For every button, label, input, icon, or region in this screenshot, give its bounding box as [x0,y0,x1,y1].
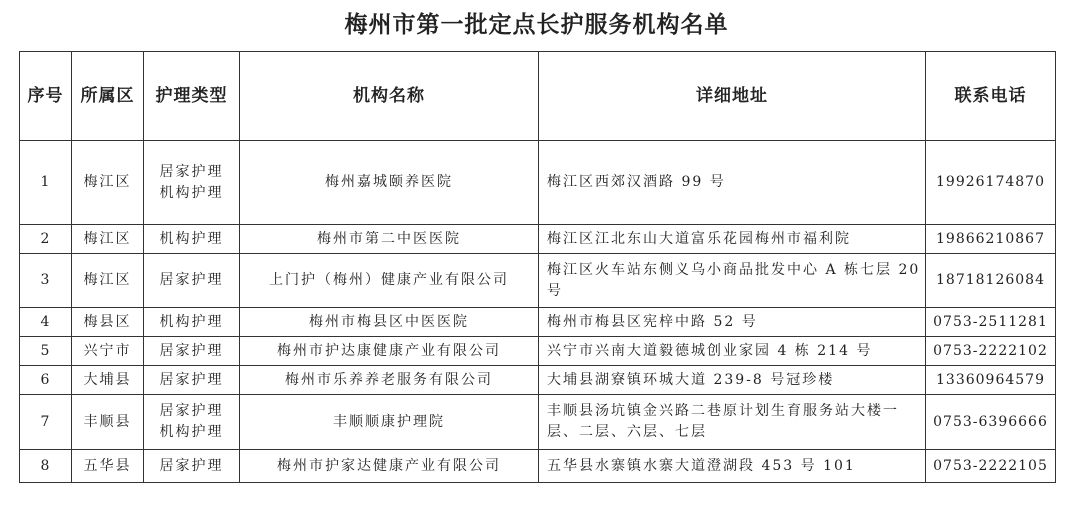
row-address: 梅江区火车站东侧义乌小商品批发中心 A 栋七层 20 号 [539,254,926,308]
care-type-label: 居家护理 [159,457,224,474]
header-phone: 联系电话 [926,52,1056,141]
care-type-label: 居家护理 [159,163,224,180]
care-type-label: 居家护理 [159,342,224,359]
row-care-type [144,450,240,483]
care-type-label: 机构护理 [159,424,224,440]
table-header-row [20,52,1056,141]
row-district: 梅江区 [72,141,144,225]
row-institution-name: 丰顺顺康护理院 [240,395,539,450]
institution-table [19,51,1056,483]
row-address: 丰顺县汤坑镇金兴路二巷原计划生育服务站大楼一层、二层、六层、七层 [539,395,926,450]
row-care-type [144,254,240,308]
table-row [20,366,1056,395]
row-number: 2 [20,225,72,254]
row-institution-name: 梅州市乐养养老服务有限公司 [240,366,539,395]
header-address: 详细地址 [539,52,926,141]
table-row [20,395,1056,450]
row-phone: 18718126084 [926,254,1056,308]
row-institution-name: 梅州市护家达健康产业有限公司 [240,450,539,483]
page-title: 梅州市第一批定点长护服务机构名单 [344,12,729,38]
table-row [20,337,1056,366]
row-address: 梅江区江北东山大道富乐花园梅州市福利院 [539,225,926,254]
row-institution-name: 梅州嘉城颐养医院 [240,141,539,225]
row-number: 8 [20,450,72,483]
table-row [20,225,1056,254]
care-type-label: 居家护理 [159,272,224,288]
row-district: 梅江区 [72,254,144,308]
row-care-type [144,337,240,366]
row-institution-name: 梅州市梅县区中医医院 [240,308,539,337]
row-phone: 0753-2511281 [926,308,1056,337]
row-phone: 0753-2222105 [926,450,1056,483]
care-type-label: 机构护理 [159,184,224,201]
row-number: 5 [20,337,72,366]
row-district: 兴宁市 [72,337,144,366]
row-district: 梅县区 [72,308,144,337]
row-address: 兴宁市兴南大道毅德城创业家园 4 栋 214 号 [539,337,926,366]
header-type: 护理类型 [144,52,240,141]
row-institution-name: 梅州市第二中医医院 [240,225,539,254]
care-type-label: 居家护理 [159,371,224,388]
table-row [20,308,1056,337]
row-care-type [144,308,240,337]
header-name: 机构名称 [240,52,539,141]
row-district: 丰顺县 [72,395,144,450]
row-care-type [144,141,240,225]
row-address: 梅州市梅县区宪梓中路 52 号 [539,308,926,337]
table-row [20,450,1056,483]
row-phone: 19866210867 [926,225,1056,254]
row-address: 大埔县湖寮镇环城大道 239-8 号冠珍楼 [539,366,926,395]
row-phone: 0753-2222102 [926,337,1056,366]
table-row [20,141,1056,225]
care-type-label: 机构护理 [159,313,224,330]
row-care-type [144,225,240,254]
header-district: 所属区 [72,52,144,141]
row-phone: 0753-6396666 [926,395,1056,450]
row-district: 大埔县 [72,366,144,395]
row-number: 4 [20,308,72,337]
row-number: 7 [20,395,72,450]
row-district: 梅江区 [72,225,144,254]
header-no: 序号 [20,52,72,141]
care-type-label: 居家护理 [159,403,224,419]
row-district: 五华县 [72,450,144,483]
row-address: 梅江区西郊汉酒路 99 号 [539,141,926,225]
row-number: 3 [20,254,72,308]
care-type-label: 机构护理 [159,230,224,247]
row-phone: 19926174870 [926,141,1056,225]
row-care-type [144,366,240,395]
row-number: 1 [20,141,72,225]
row-institution-name: 上门护（梅州）健康产业有限公司 [240,254,539,308]
row-number: 6 [20,366,72,395]
table-row [20,254,1056,308]
row-phone: 13360964579 [926,366,1056,395]
row-care-type [144,395,240,450]
row-address: 五华县水寨镇水寨大道澄湖段 453 号 101 [539,450,926,483]
row-institution-name: 梅州市护达康健康产业有限公司 [240,337,539,366]
